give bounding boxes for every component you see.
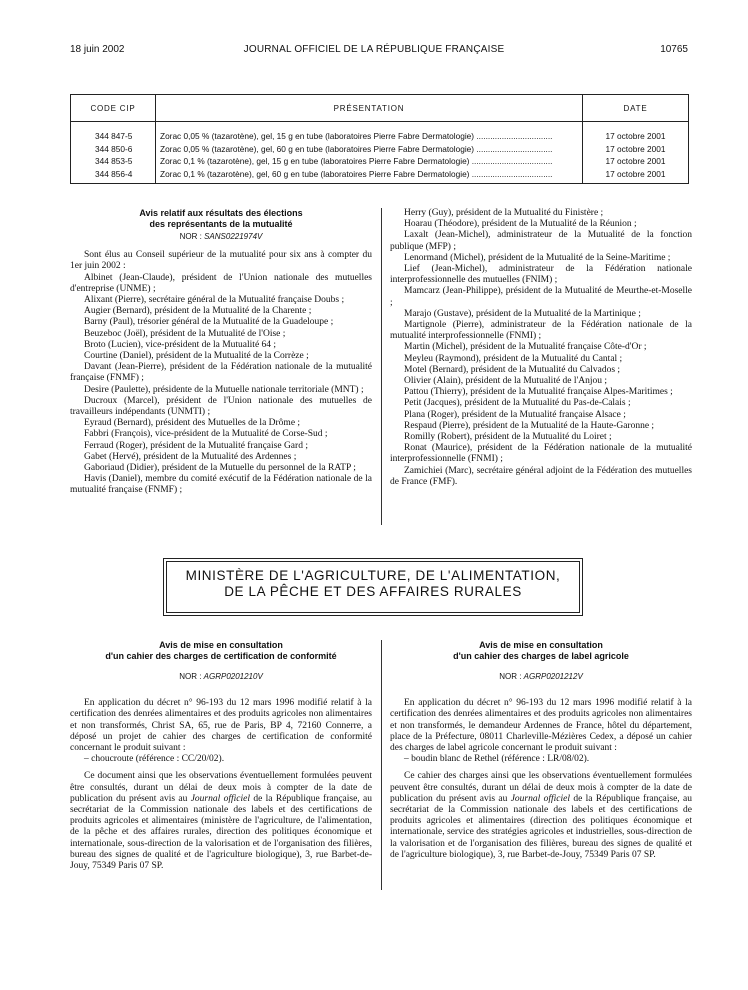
label-notice: [390, 640, 692, 861]
elections-right-column: [390, 208, 692, 488]
list-item: Broto (Lucien), vice-président de la Mutualité 64 ;: [84, 339, 277, 350]
cip-code-cell: 344 856-4: [71, 168, 156, 184]
label-paragraph-2: Ce cahier des charges ainsi que les observations éventuellement formulées peuvent être consultés, durant un délai de deux mois à compter de la date de publication du présent avis au Journal officiel de la République française, au secrétariat de la Commission nationale des labels et des certifications de produits agricoles et alimentaires (direction des politiques économique et internationale, service des stratégies agricoles et industrielles, sous-direction de la valorisation et de l'organisation des filières, bureau des signes de qualité et de l'agriculture biologique), 3, rue Barbet-de-Jouy, 75349 Paris 07 SP.: [390, 771, 692, 860]
ministry-line-1: MINISTÈRE DE L'AGRICULTURE, DE L'ALIMENTATION,: [185, 568, 561, 583]
cip-code-cell: 344 847-5: [71, 122, 156, 143]
list-item: Laxalt (Jean-Michel), administrateur de la Mutualité de la fonction publique (MFP) ;: [390, 230, 692, 252]
elections-left-column: [70, 208, 372, 497]
list-item: Ferraud (Roger), président de la Mutualité française Gard ;: [84, 440, 308, 451]
list-item: Havis (Daniel), membre du comité exécutif de la Fédération nationale de la mutualité française (FNMF) ;: [70, 474, 372, 496]
list-item: Zamichiei (Marc), secrétaire général adjoint de la Fédération des mutuelles de France (FMF).: [390, 465, 692, 487]
ministry-banner: [166, 561, 580, 613]
list-item: Motel (Bernard), président de la Mutualité du Calvados ;: [404, 364, 621, 375]
list-item: Herry (Guy), président de la Mutualité du Finistère ;: [404, 208, 604, 218]
list-item: Gaboriaud (Didier), président de la Mutuelle du personnel de la RATP ;: [84, 463, 356, 474]
list-item: Lenormand (Michel), président de la Mutualité de la Seine-Maritime ;: [404, 252, 671, 263]
members-list-right: [390, 208, 692, 488]
date-cell: 17 octobre 2001: [605, 168, 666, 179]
label-nor: NOR : AGRP0201212V: [499, 672, 583, 681]
date-cell: 17 octobre 2001: [605, 156, 666, 167]
cip-table: [70, 94, 689, 184]
list-item: Marajo (Gustave), président de la Mutualité de la Martinique ;: [404, 308, 641, 319]
table-row: [71, 168, 689, 184]
members-list-left: [70, 273, 372, 497]
label-paragraph-1: En application du décret n° 96-193 du 12 mars 1996 modifié relatif à la certification des denrées alimentaires et des produits agricoles non alimentaires et non transformés, le demandeur Ardennes de France, hôtel du département, place de la Préfecture, 08011 Charleville-Mézières Cedex, a déposé un cahier des charges de label agricole concernant le produit suivant :: [390, 698, 692, 754]
column-divider: [381, 208, 382, 525]
list-item: Ronat (Maurice), président de la Fédération nationale de la mutualité interprofessionnelle (FNMI) ;: [390, 443, 692, 465]
list-item: Petit (Jacques), président de la Mutualité du Pas-de-Calais ;: [404, 398, 631, 409]
list-item: Alixant (Pierre), secrétaire général de la Mutualité française Doubs ;: [84, 295, 345, 306]
list-item: Respaud (Pierre), président de la Mutualité de la Haute-Garonne ;: [404, 420, 655, 431]
date-cell: 17 octobre 2001: [605, 131, 666, 141]
conformity-paragraph-2: Ce document ainsi que les observations éventuellement formulées peuvent être consultés, durant un délai de deux mois à compter de la date de publication du présent avis au Journal officiel de la République française, au secrétariat de la Commission nationale des labels et des certifications de produits agricoles et alimentaires (ministère de l'agriculture, de l'alimentation, de la pêche et des affaires rurales, direction des politiques économique et internationale, sous-direction de la valorisation et de l'organisation des filières, bureau des signes de qualité et de l'agriculture biologique), 3, rue Barbet-de-Jouy, 75349 Paris 07 SP.: [70, 771, 372, 872]
table-header-row: [71, 95, 689, 122]
list-item: Augier (Bernard), président de la Mutualité de la Charente ;: [84, 306, 312, 317]
list-item: Eyraud (Bernard), président des Mutuelles de la Drôme ;: [84, 418, 301, 429]
list-item: Romilly (Robert), président de la Mutualité du Loiret ;: [404, 432, 612, 443]
header-date: 18 juin 2002: [70, 44, 125, 55]
conformity-paragraph-1: En application du décret n° 96-193 du 12 mars 1996 modifié relatif à la certification des denrées alimentaires et des produits agricoles non alimentaires et non transformés, Christ SA, 65, rue de Paris, BP 4, 72160 Connerre, a déposé un projet de cahier des charges de certification de conformité concernant le produit suivant :: [70, 698, 372, 754]
ministry-line-2: DE LA PÊCHE ET DES AFFAIRES RURALES: [224, 584, 522, 599]
list-item: Albinet (Jean-Claude), président de l'Union nationale des mutuelles d'entreprise (UNME) ;: [70, 272, 372, 294]
list-item: Martin (Michel), président de la Mutualité française Côte-d'Or ;: [404, 342, 647, 353]
list-item: Lief (Jean-Michel), administrateur de la Fédération nationale interprofessionnelle des mutuelles (FNIM) ;: [390, 264, 692, 286]
list-item: Beuzeboc (Joël), président de la Mutualité de l'Oise ;: [84, 328, 286, 339]
cip-code-cell: 344 850-6: [71, 143, 156, 156]
presentation-cell: Zorac 0,05 % (tazarotène), gel, 15 g en tube (laboratoires Pierre Fabre Dermatologie) .................................: [156, 122, 583, 143]
page-number: 10765: [660, 44, 688, 55]
list-item: Pattou (Thierry), président de la Mutualité française Alpes-Maritimes ;: [404, 387, 673, 398]
list-item: Gabet (Hervé), président de la Mutualité des Ardennes ;: [84, 451, 297, 462]
list-item: Olivier (Alain), président de la Mutualité de l'Anjou ;: [404, 376, 608, 387]
table-row: [71, 155, 689, 168]
conformity-nor: NOR : AGRP0201210V: [179, 672, 263, 681]
cip-code-cell: 344 853-5: [71, 155, 156, 168]
list-item: Plana (Roger), président de la Mutualité française Alsace ;: [404, 409, 626, 420]
elections-intro: Sont élus au Conseil supérieur de la mutualité pour six ans à compter du 1er juin 2002 :: [70, 250, 372, 272]
list-item: Barny (Paul), trésorier général de la Mutualité de la Guadeloupe ;: [84, 317, 334, 328]
conformity-item: – choucroute (référence : CC/20/02).: [84, 754, 225, 765]
conformity-title: Avis de mise en consultation d'un cahier des charges de certification de conformité: [105, 640, 337, 661]
presentation-cell: Zorac 0,05 % (tazarotène), gel, 60 g en tube (laboratoires Pierre Fabre Dermatologie) .................................: [156, 143, 583, 156]
table-row: [71, 143, 689, 156]
label-title: Avis de mise en consultation d'un cahier des charges de label agricole: [453, 640, 629, 661]
list-item: Desire (Paulette), présidente de la Mutuelle nationale territoriale (MNT) ;: [84, 384, 364, 395]
list-item: Hoarau (Théodore), président de la Mutualité de la Réunion ;: [404, 219, 637, 230]
list-item: Courtine (Daniel), président de la Mutualité de la Corrèze ;: [84, 351, 309, 362]
list-item: Mamcarz (Jean-Philippe), président de la Mutualité de Meurthe-et-Moselle ;: [390, 286, 692, 308]
elections-title: Avis relatif aux résultats des élections des représentants de la mutualité: [139, 208, 303, 229]
column-header-date: DATE: [583, 95, 689, 122]
column-header-presentation: PRÉSENTATION: [156, 95, 583, 122]
journal-title: JOURNAL OFFICIEL DE LA RÉPUBLIQUE FRANÇAISE: [243, 44, 505, 55]
column-header-code: CODE CIP: [71, 95, 156, 122]
column-divider: [381, 640, 382, 890]
presentation-cell: Zorac 0,1 % (tazarotène), gel, 60 g en tube (laboratoires Pierre Fabre Dermatologie) ...................................: [156, 168, 583, 184]
date-cell: 17 octobre 2001: [605, 143, 666, 154]
table-row: [71, 122, 689, 143]
list-item: Davant (Jean-Pierre), président de la Fédération nationale de la mutualité française (FNMF) ;: [70, 362, 372, 384]
elections-nor: NOR : SANS0221974V: [179, 232, 263, 241]
list-item: Ducroux (Marcel), président de l'Union nationale des mutuelles de travailleurs indépendants (UNMTI) ;: [70, 395, 372, 418]
list-item: Martignole (Pierre), administrateur de la Fédération nationale de la mutualité interprofessionnelle (FNMI) ;: [390, 320, 692, 342]
conformity-notice: [70, 640, 372, 872]
presentation-cell: Zorac 0,1 % (tazarotène), gel, 15 g en tube (laboratoires Pierre Fabre Dermatologie) ...................................: [156, 155, 583, 168]
label-item: – boudin blanc de Rethel (référence : LR/08/02).: [404, 754, 590, 765]
list-item: Meyleu (Raymond), président de la Mutualité du Cantal ;: [404, 353, 623, 364]
list-item: Fabbri (François), vice-président de la Mutualité de Corse-Sud ;: [84, 429, 328, 440]
